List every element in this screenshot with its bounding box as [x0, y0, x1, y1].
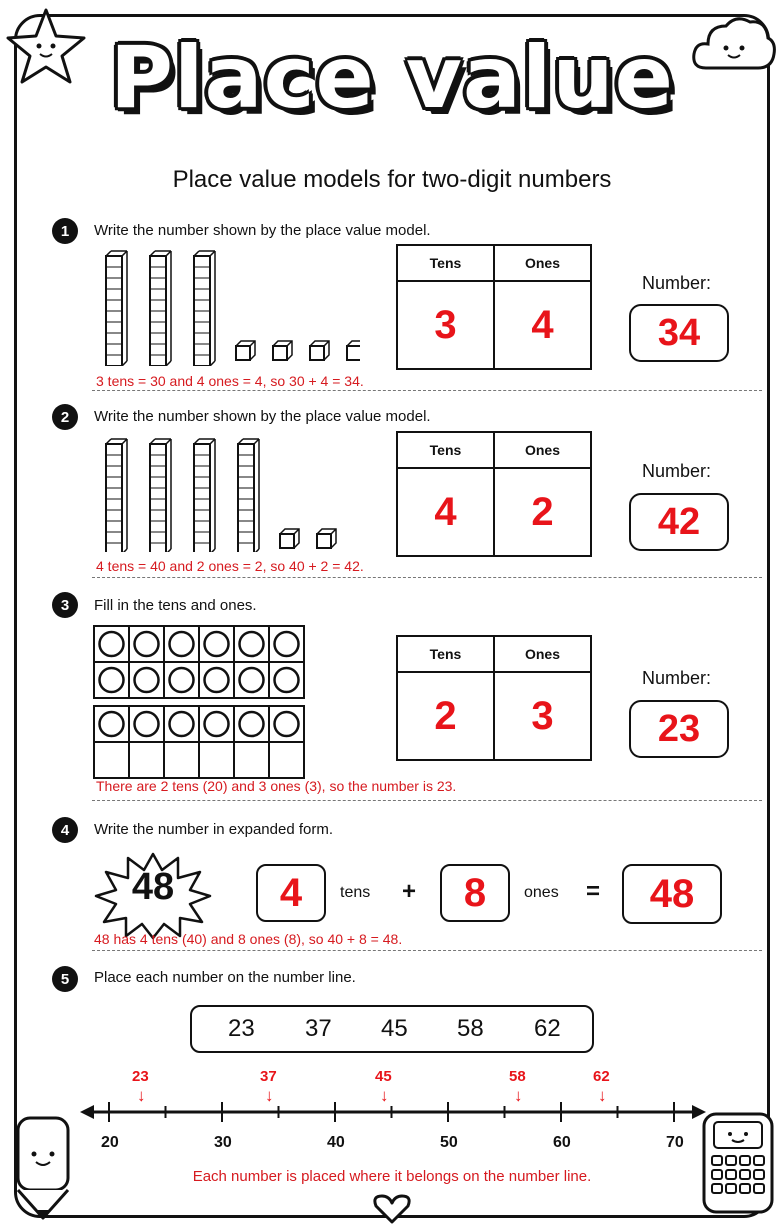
counter-circle: [240, 712, 264, 736]
explanation: 4 tens = 40 and 2 ones = 2, so 40 + 2 = 42.: [96, 558, 364, 574]
marker-label: 37: [260, 1068, 277, 1085]
counter-circle: [240, 632, 264, 656]
equals-sign: =: [586, 878, 601, 905]
one-cube: [310, 341, 329, 360]
marker-label: 45: [375, 1068, 392, 1085]
number-label: Number:: [642, 273, 712, 293]
pencil-icon: [6, 1110, 82, 1222]
tick-label: 50: [440, 1134, 458, 1151]
counter-circle: [170, 632, 194, 656]
frame-cell: [164, 742, 199, 778]
heart-icon: [370, 1192, 414, 1226]
ten-rod: [150, 439, 171, 552]
question-number: 3: [52, 592, 78, 618]
marker-label: 23: [132, 1068, 149, 1085]
tens-ones-table: [396, 635, 592, 761]
question-number: 5: [52, 966, 78, 992]
number-label: Number:: [642, 668, 712, 688]
bank-number: 37: [305, 1015, 332, 1042]
down-arrow-icon: ↓: [137, 1086, 146, 1105]
ten-rod: [106, 439, 127, 552]
bank-number: 45: [381, 1015, 408, 1042]
question-prompt: Write the number shown by the place value model.: [94, 222, 431, 239]
base-ten-blocks: [100, 436, 340, 552]
counter-circle: [100, 668, 124, 692]
counter-circle: [100, 712, 124, 736]
question-number: 2: [52, 404, 78, 430]
tens-header: Tens: [398, 246, 495, 280]
counter-circle: [275, 668, 299, 692]
ten-rod: [194, 251, 215, 366]
one-cube: [236, 341, 255, 360]
one-cube: [280, 529, 299, 548]
tens-header: Tens: [398, 637, 495, 671]
page-subtitle: Place value models for two-digit numbers: [172, 166, 612, 193]
counter-circle: [135, 712, 159, 736]
tick-label: 40: [327, 1134, 345, 1151]
marker-label: 58: [509, 1068, 526, 1085]
frame-cell: [94, 742, 129, 778]
frame-cell: [199, 742, 234, 778]
counter-circle: [170, 668, 194, 692]
ones-answer: 4: [531, 302, 554, 347]
frame-cell: [234, 742, 269, 778]
tens-answer: 2: [398, 673, 495, 759]
divider: [92, 950, 762, 951]
number-bank: [190, 1005, 594, 1053]
number-line: [78, 1098, 708, 1128]
base-ten-blocks: [100, 248, 360, 366]
number-label: Number:: [642, 461, 712, 481]
ones-word: ones: [524, 884, 559, 901]
counter-circle: [240, 668, 264, 692]
frame-cell: [129, 742, 164, 778]
bank-number: 23: [228, 1015, 255, 1042]
ten-rod: [106, 251, 127, 366]
number-answer: 23: [629, 700, 729, 758]
tens-answer: 3: [398, 282, 495, 368]
bank-number: 62: [534, 1015, 561, 1042]
one-cube: [347, 341, 360, 360]
question-prompt: Write the number shown by the place value model.: [94, 408, 431, 425]
ten-rod: [150, 251, 171, 366]
tens-answer: 4: [398, 469, 495, 555]
explanation: 48 has 4 tens (40) and 8 ones (8), so 40 + 8 = 48.: [94, 931, 403, 947]
tick-label: 30: [214, 1134, 232, 1151]
ones-header: Ones: [524, 442, 560, 458]
question-number: 1: [52, 218, 78, 244]
ones-answer: 3: [531, 693, 554, 738]
number-answer: 42: [629, 493, 729, 551]
divider: [92, 800, 762, 801]
tick-label: 20: [101, 1134, 119, 1151]
down-arrow-icon: ↓: [380, 1086, 389, 1105]
ones-answer: 2: [531, 489, 554, 534]
counter-circle: [170, 712, 194, 736]
question-prompt: Write the number in expanded form.: [94, 821, 334, 838]
counter-circle: [205, 632, 229, 656]
counter-circle: [135, 668, 159, 692]
down-arrow-icon: ↓: [514, 1086, 523, 1105]
ten-rod: [238, 439, 259, 552]
frame-cell: [269, 742, 304, 778]
one-cube: [317, 529, 336, 548]
one-cube: [273, 341, 292, 360]
ones-header: Ones: [524, 255, 560, 271]
ten-rod: [194, 439, 215, 552]
tens-value-box: 4: [256, 864, 326, 922]
explanation: 3 tens = 30 and 4 ones = 4, so 30 + 4 = 34.: [96, 373, 364, 389]
tens-word: tens: [340, 884, 371, 901]
starburst-number: 48: [131, 866, 175, 908]
question-prompt: Place each number on the number line.: [94, 969, 356, 986]
explanation: There are 2 tens (20) and 3 ones (3), so the number is 23.: [96, 778, 457, 794]
result-box: 48: [622, 864, 722, 924]
ones-value-box: 8: [440, 864, 510, 922]
calculator-icon: [698, 1108, 778, 1218]
tick-label: 60: [553, 1134, 571, 1151]
explanation: Each number is placed where it belongs on the number line.: [192, 1168, 592, 1185]
counter-circle: [205, 712, 229, 736]
ten-frames: [92, 624, 312, 780]
plus-sign: +: [402, 878, 417, 905]
divider: [92, 390, 762, 391]
tick-label: 70: [666, 1134, 684, 1151]
down-arrow-icon: ↓: [265, 1086, 274, 1105]
counter-circle: [135, 632, 159, 656]
tens-ones-table: [396, 244, 592, 370]
page-title: Place value: [110, 28, 674, 128]
divider: [92, 577, 762, 578]
question-prompt: Fill in the tens and ones.: [94, 597, 257, 614]
tens-header: Tens: [398, 433, 495, 467]
counter-circle: [275, 712, 299, 736]
marker-label: 62: [593, 1068, 610, 1085]
bank-number: 58: [457, 1015, 484, 1042]
down-arrow-icon: ↓: [598, 1086, 607, 1105]
tens-ones-table: [396, 431, 592, 557]
counter-circle: [100, 632, 124, 656]
question-number: 4: [52, 817, 78, 843]
number-answer: 34: [629, 304, 729, 362]
counter-circle: [205, 668, 229, 692]
ones-header: Ones: [524, 646, 560, 662]
counter-circle: [275, 632, 299, 656]
